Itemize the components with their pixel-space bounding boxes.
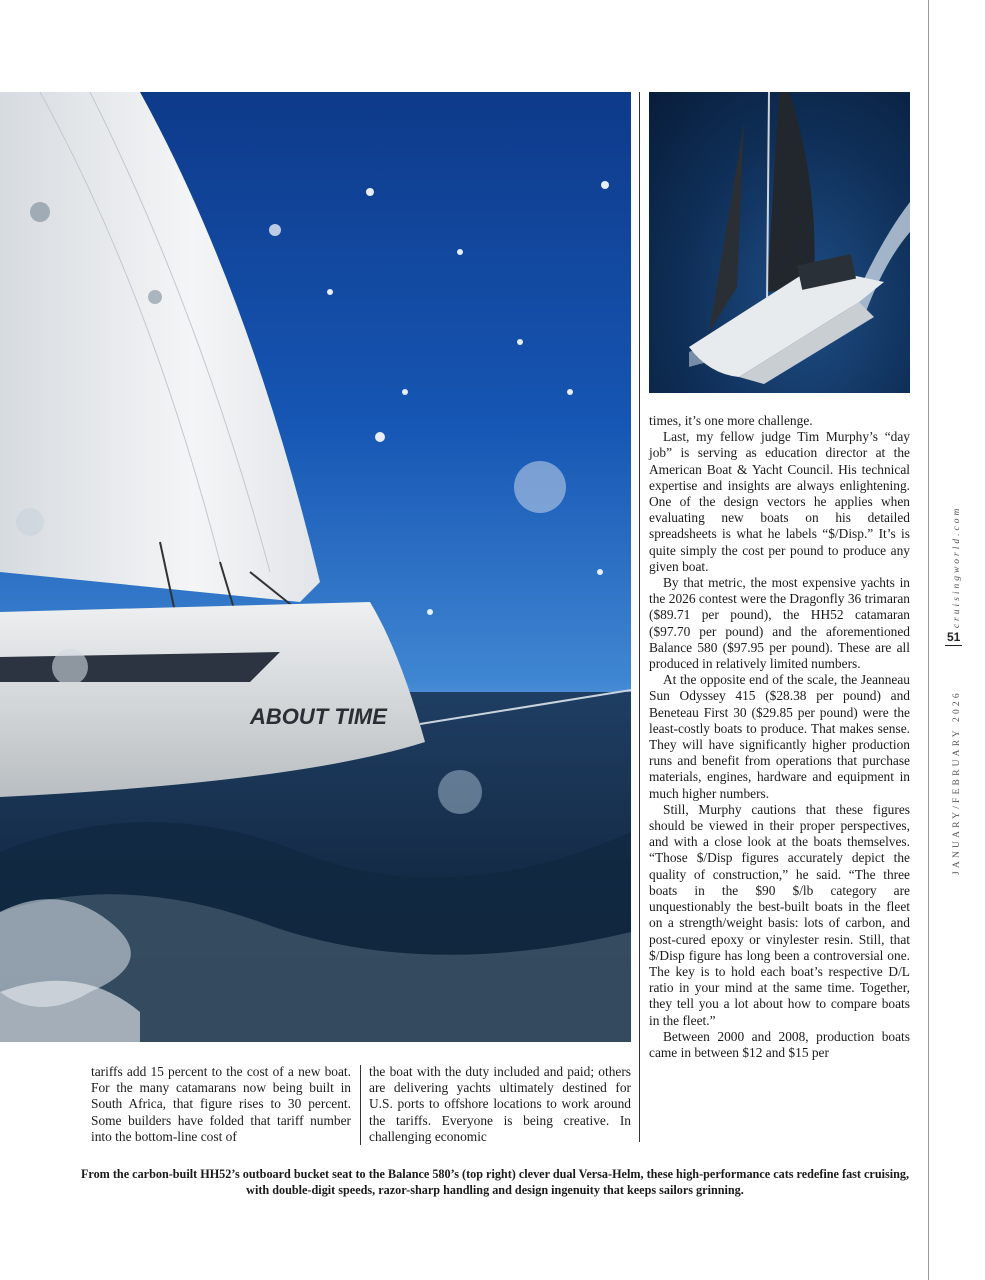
paragraph: Still, Murphy cautions that these figures should be viewed in their proper perspectives, and with a close look at the boats themselves. “Those $/Disp figures accurately depict the quality of construction,” he said. “The three boats in the $90 $/lb category are unquestionably the best-built boats in the fleet on a strength/weight basis: lots of carbon, and post-cured epoxy or vinylester resin. Still, that $/Disp figure has long been a controversial one. The key is to hold each boat’s respective D/L ratio in your mind at the same time. Together, they tell you a lot about how to compare boats in the fleet.” — [649, 801, 910, 1028]
text-column-1 — [91, 1064, 351, 1145]
paragraph: tariffs add 15 percent to the cost of a new boat. For the many catamarans now being built in South Africa, that figure rises to 30 percent. Some builders have folded that tariff number into the bottom-line cost of — [91, 1064, 351, 1144]
column-rule-left — [360, 1065, 361, 1145]
paragraph: the boat with the duty included and paid; others are delivering yachts ultimately destined for U.S. ports to offshore locations to work around the tariffs. Everyone is being creative. In challenging economic — [369, 1064, 631, 1144]
inset-photo-illustration — [649, 92, 910, 393]
paragraph: times, it’s one more challenge. — [649, 413, 813, 428]
photo-caption: From the carbon-built HH52’s outboard bucket seat to the Balance 580’s (top right) clever dual Versa-Helm, these high-performance cats redefine fast cruising, with double-digit speeds, razor-sharp handling and design ingenuity that keeps sailors grinning. — [80, 1167, 910, 1197]
hull-name-text: ABOUT TIME — [250, 704, 387, 729]
page-number: 51 — [947, 630, 961, 644]
inset-photo-catamaran-aerial — [649, 92, 910, 393]
margin-rule — [928, 0, 929, 1280]
paragraph: By that metric, the most expensive yachts in the 2026 contest were the Dragonfly 36 trimaran ($89.71 per pound), the HH52 catamaran ($97.70 per pound) and the aforementioned Balance 580 ($97.95 per pound). These are all produced in relatively limited numbers. — [649, 575, 910, 672]
folio-date: JANUARY/FEBRUARY 2026 — [952, 690, 962, 875]
paragraph: Last, my fellow judge Tim Murphy’s “day job” is serving as education director at the American Boat & Yacht Council. His technical expertise and insights are always enlightening. One of the design vectors he applies when evaluating new boats on his detailed spreadsheets is what he labels “$/Disp.” It’s is quite simply the cost per pound to produce any given boat. — [649, 429, 910, 574]
paragraph: Between 2000 and 2008, production boats came in between $12 and $15 per — [649, 1028, 910, 1060]
text-column-2 — [369, 1064, 631, 1145]
main-photo-catamaran-sailing — [0, 92, 631, 1042]
column-rule-right — [639, 92, 640, 1142]
folio-vertical — [937, 475, 977, 875]
folio-url: cruisingworld.com — [952, 505, 962, 629]
paragraph: At the opposite end of the scale, the Jeanneau Sun Odyssey 415 ($28.38 per pound) and Beneteau First 30 ($29.85 per pound) were the least-costly boats to produce. That makes sense. They will have significantly higher production runs and benefit from operations that purchase materials, engines, hardware and equipment in much higher numbers. — [649, 672, 910, 801]
text-column-3 — [649, 413, 910, 1061]
main-photo-illustration — [0, 92, 631, 1042]
